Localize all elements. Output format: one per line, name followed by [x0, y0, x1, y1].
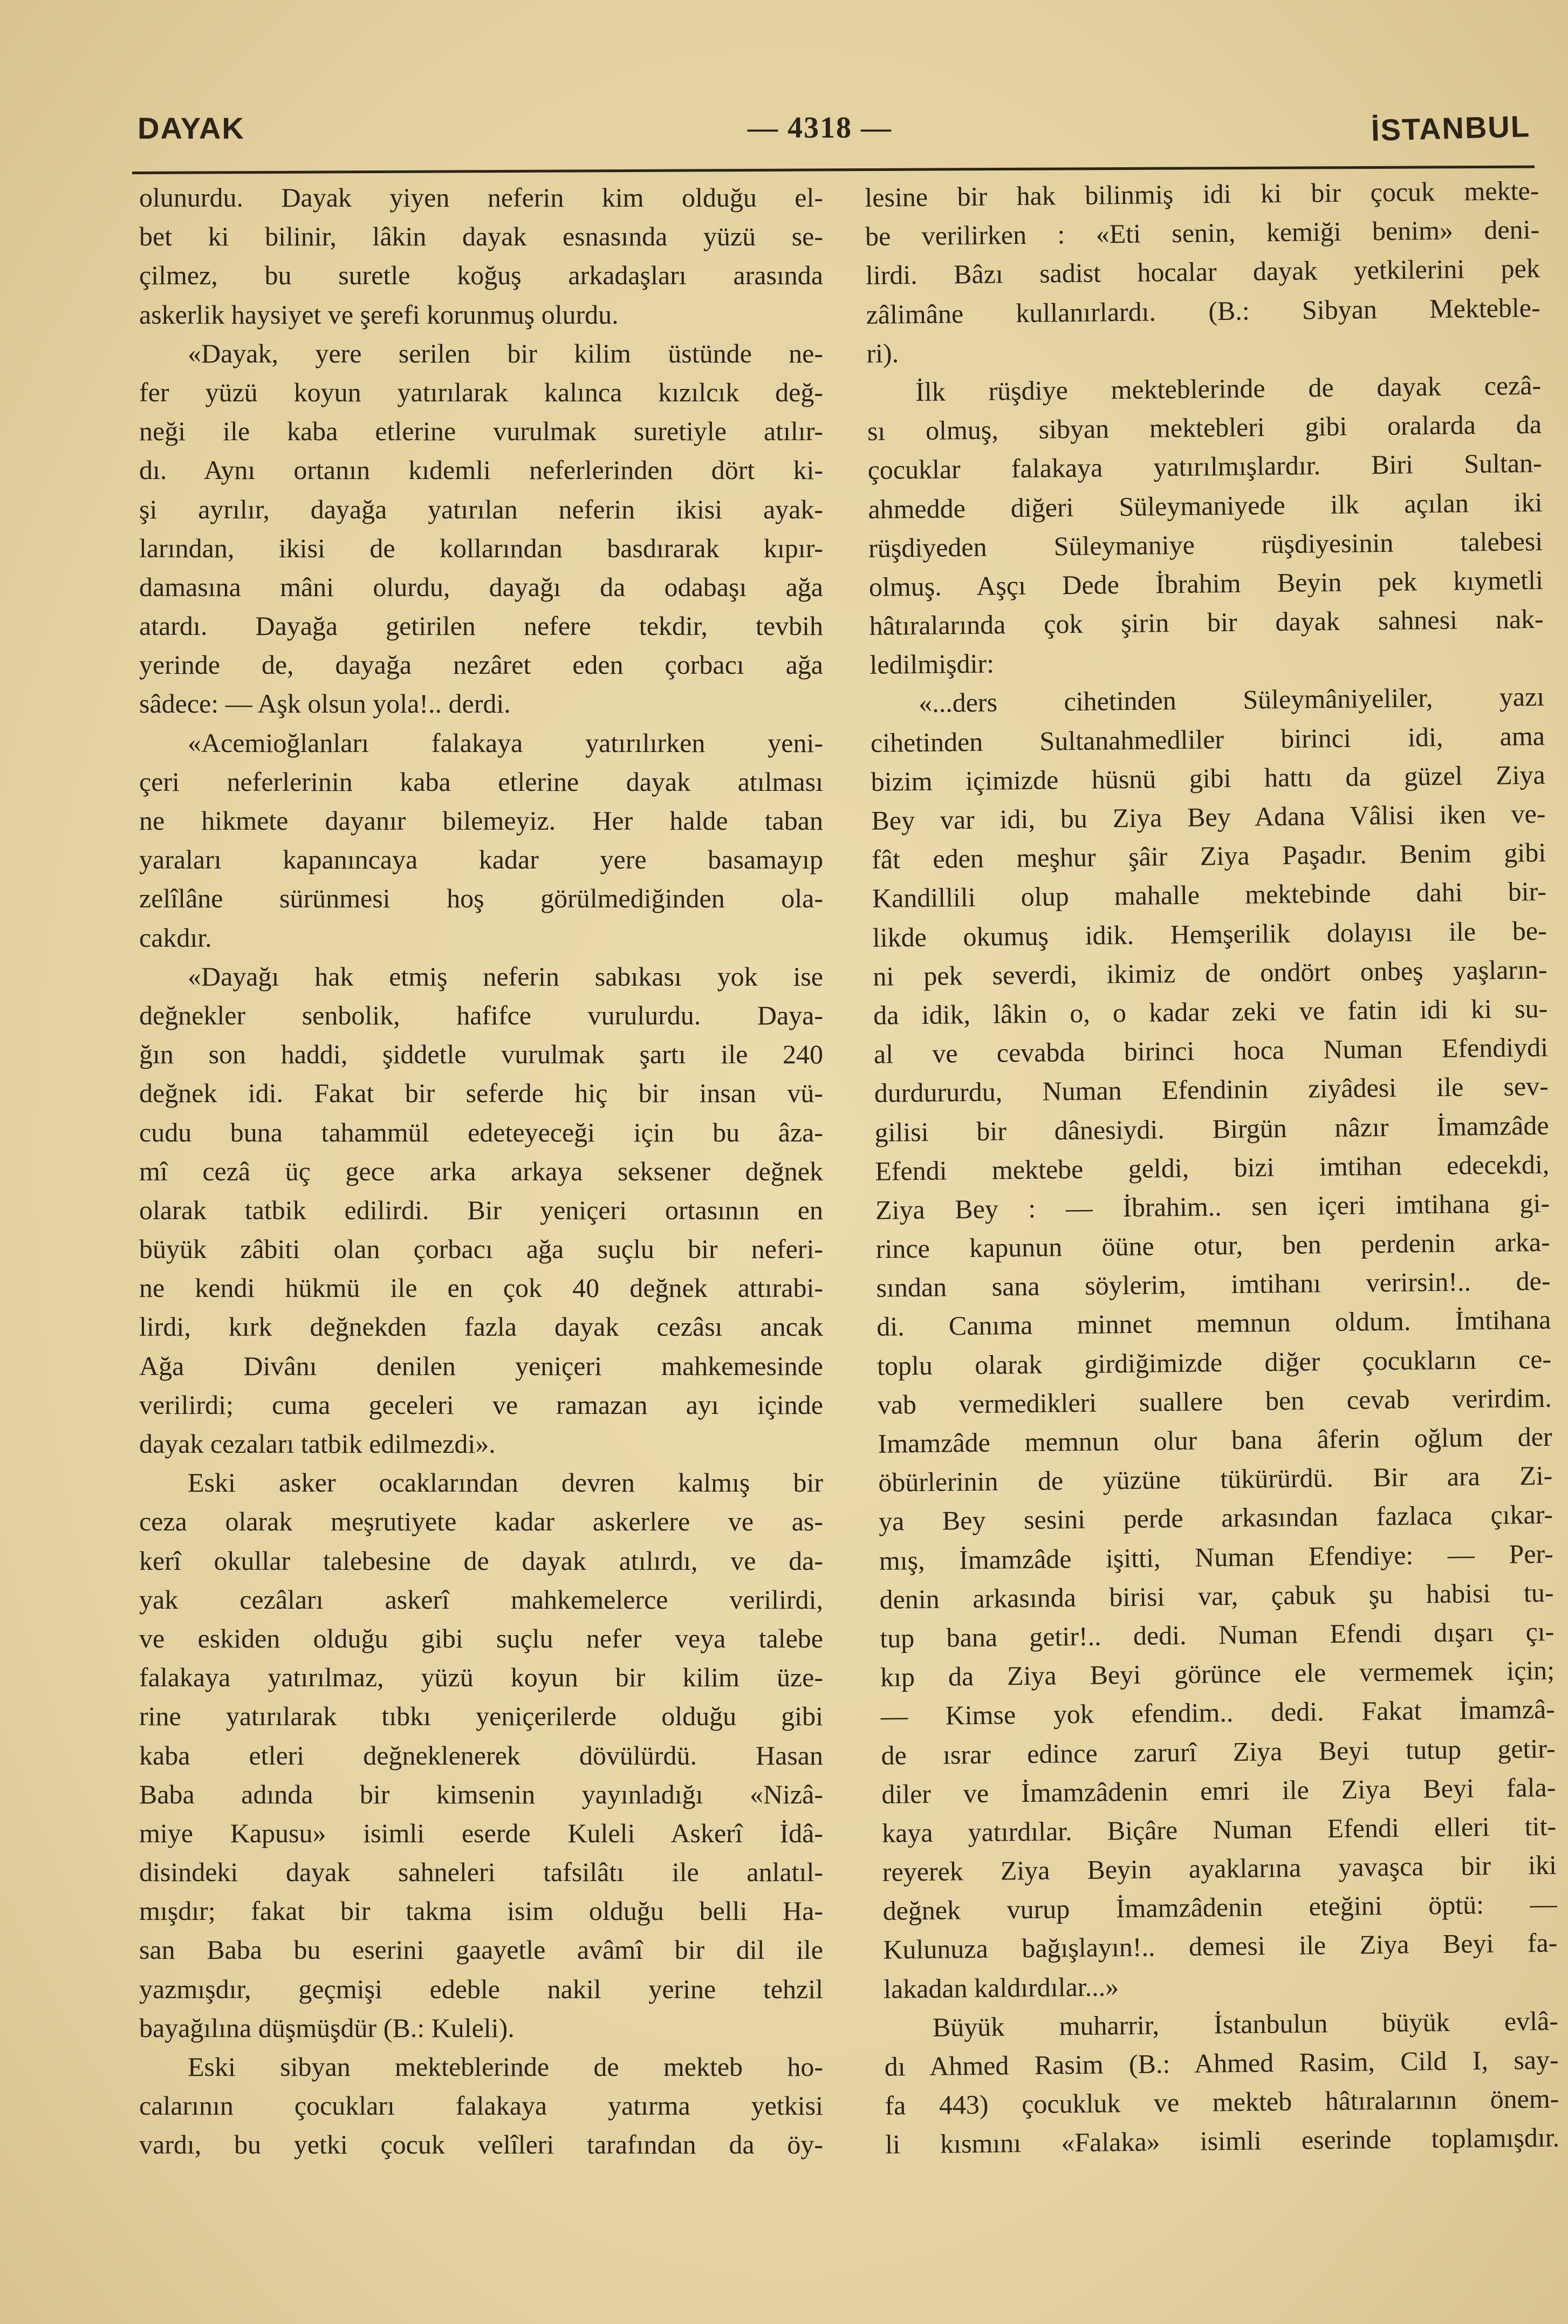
text-line: Efendi mektebe geldi, bizi imtihan edecekdi, [874, 1149, 1550, 1186]
text-line: da idik, lâkin o, o kadar zeki ve fatin idi ki su- [873, 993, 1548, 1030]
paragraph [865, 171, 1541, 373]
text-line: atardı. Dayağa getirilen nefere tekdir, tevbih [139, 611, 823, 641]
text-line: likde okumuş idik. Hemşerilik dolayısı ile be- [872, 915, 1547, 953]
text-line: kaya yatırdılar. Biçâre Numan Efendi elleri tit- [881, 1810, 1557, 1848]
text-line: fât eden meşhur şâir Ziya Paşadır. Benim gibi [871, 837, 1546, 875]
text-line: rince kapunun öüne otur, ben perdenin arka- [875, 1226, 1551, 1264]
text-line: vardı, bu yetki çocuk velîleri tarafından da öy- [139, 2129, 823, 2160]
text-line: olmuş. Aşçı Dede İbrahim Beyin pek kıymetli [868, 564, 1544, 602]
paragraph [139, 334, 823, 723]
text-line: öbürlerinin de yüzüne tükürürdü. Bir ara Zi- [878, 1460, 1553, 1498]
page-number: — 4318 — [748, 111, 892, 145]
text-line: askerlik haysiyet ve şerefi korunmuş olurdu. [139, 299, 619, 330]
text-line: ri). [866, 338, 899, 368]
text-line: sından sana söylerim, imtihanı verirsin!.. de- [876, 1266, 1551, 1303]
text-line: Eski sibyan mekteblerinde de mekteb ho- [188, 2052, 823, 2082]
text-line: İlk rüşdiye mekteblerinde de dayak cezâ- [915, 370, 1542, 407]
text-line: Kulunuza bağışlayın!.. demesi ile Ziya Beyi fa- [883, 1927, 1558, 1965]
text-line: çeri neferlerinin kaba etlerine dayak atılması [139, 766, 823, 797]
text-line: ve eskiden olduğu gibi suçlu nefer veya talebe [139, 1623, 823, 1653]
text-line: kıp da Ziya Beyi görünce ele vermemek için; [880, 1655, 1555, 1692]
text-line: mış, İmamzâde işitti, Numan Efendiye: — Per- [879, 1538, 1554, 1576]
text-line: durdururdu, Numan Efendinin ziyâdesi ile sev- [874, 1071, 1549, 1109]
text-line: gilisi bir dânesiydi. Birgün nâzır İmamzâde [874, 1110, 1549, 1147]
text-line: kaba etleri değneklenerek dövülürdü. Hasan [139, 1740, 823, 1771]
text-line: ne kendi hükmü ile en çok 40 değnek attırabi- [139, 1273, 823, 1303]
text-line: lirdi, kırk değnekden fazla dayak cezâsı ancak [139, 1311, 823, 1342]
text-line: yerinde de, dayağa nezâret eden çorbacı ağa [139, 650, 823, 680]
text-line: be verilirken : «Eti senin, kemiği benim» deni- [865, 214, 1540, 252]
text-line: ceza olarak meşrutiyete kadar askerlere ve as- [139, 1506, 823, 1537]
text-line: yak cezâları askerî mahkemelerce verilirdi, [139, 1584, 823, 1615]
text-column-left [139, 178, 823, 2164]
text-line: ne hikmete dayanır bilemeyiz. Her halde taban [139, 805, 823, 836]
text-line: değnek idi. Fakat bir seferde hiç bir insan vü- [139, 1078, 823, 1109]
text-line: olunurdu. Dayak yiyen neferin kim olduğu el- [139, 182, 823, 213]
text-line: rine yatırılarak tıbkı yeniçerilerde olduğu gibi [139, 1701, 823, 1732]
text-line: lakadan kaldırdılar...» [883, 1971, 1119, 2004]
text-line: dı Ahmed Rasim (B.: Ahmed Rasim, Cild I, say- [884, 2044, 1559, 2082]
text-line: fa 443) çocukluk ve mekteb hâtıralarının önem- [885, 2083, 1559, 2121]
text-line: zelîlâne sürünmesi hoş görülmediğinden ola- [139, 883, 823, 914]
paragraph [884, 2001, 1560, 2164]
text-line: cudu buna tahammül edeteyeceği için bu âza- [139, 1117, 823, 1147]
running-header-title: DAYAK [138, 111, 245, 145]
text-line: Eski asker ocaklarından devren kalmış bir [188, 1467, 823, 1498]
text-line: «Dayağı hak etmiş neferin sabıkası yok ise [188, 961, 823, 992]
text-line: Kandillili olup mahalle mektebinde dahi bir- [872, 876, 1547, 914]
text-line: «Acemioğlanları falakaya yatırılırken yeni- [188, 727, 823, 758]
text-line: san Baba bu eserini gaayetle avâmî bir dil ile [139, 1935, 823, 1965]
text-line: olarak tatbik edilirdi. Bir yeniçeri ortasının en [139, 1194, 823, 1225]
text-line: vab vermedikleri suallere ben cevab verirdim. [877, 1382, 1552, 1420]
text-line: calarının çocukları falakaya yatırma yetkisi [139, 2090, 823, 2121]
text-line: Imamzâde memnun olur bana âferin oğlum der [878, 1421, 1552, 1459]
paragraph [870, 677, 1558, 2008]
text-line: toplu olarak girdiğimizde diğer çocukların ce- [877, 1343, 1552, 1381]
text-line: dı. Aynı ortanın kıdemli neferlerinden dört ki- [139, 455, 823, 486]
text-line: disindeki dayak sahneleri tafsilâtı ile anlatıl- [139, 1857, 823, 1888]
text-line: — Kimse yok efendim.. dedi. Fakat İmamzâ- [880, 1694, 1556, 1732]
text-line: al ve cevabda birinci hoca Numan Efendiydi [873, 1031, 1549, 1070]
text-line: değnekler senbolik, hafifce vurulurdu. Daya- [139, 1000, 823, 1030]
text-line: zâlimâne kullanırlardı. (B.: Sibyan Mekteble- [866, 292, 1540, 330]
text-line: ahmedde diğeri Süleymaniyede ilk açılan iki [868, 487, 1543, 524]
text-line: verilirdi; cuma geceleri ve ramazan ayı içinde [139, 1389, 823, 1420]
text-line: Bey var idi, bu Ziya Bey Adana Vâlisi iken ve- [871, 798, 1546, 836]
text-line: Baba adında bir kimsenin yayınladığı «Nizâ- [139, 1779, 823, 1809]
text-line: dayak cezaları tatbik edilmezdi». [139, 1428, 496, 1459]
paragraph [139, 2047, 823, 2164]
text-line: hâtıralarında çok şirin bir dayak sahnesi nak- [869, 603, 1544, 641]
text-line: sâdece: — Aşk olsun yola!.. derdi. [139, 688, 511, 719]
text-line: «Dayak, yere serilen bir kilim üstünde ne- [188, 338, 823, 368]
paragraph [139, 723, 823, 957]
text-line: denin arkasında birisi var, çabuk şu habisi tu- [879, 1577, 1554, 1615]
text-line: bizim içimizde hüsnü gibi hattı da güzel Ziya [871, 759, 1545, 797]
text-line: cakdır. [139, 922, 212, 953]
text-line: bet ki bilinir, lâkin dayak esnasında yüzü se- [139, 221, 823, 252]
text-line: şi ayrılır, dayağa yatırılan neferin ikisi ayak- [139, 494, 823, 524]
text-line: de ısrar edince zarurî Ziya Beyi tutup getir- [881, 1733, 1556, 1771]
text-line: Ağa Divânı denilen yeniçeri mahkemesinde [139, 1350, 823, 1381]
text-line: cihetinden Sultanahmedliler birinci idi, ama [870, 720, 1545, 758]
text-line: ğın son haddi, şiddetle vurulmak şartı ile 240 [139, 1039, 823, 1070]
text-line: yaraları kapanıncaya kadar yere basamayıp [139, 844, 823, 875]
text-line: «...ders cihetinden Süleymâniyeliler, yazı [918, 681, 1545, 719]
text-line: kerî okullar talebesine de dayak atılırdı, ve da- [139, 1545, 823, 1576]
text-line: miye Kapusu» isimli eserde Kuleli Askerî İdâ- [139, 1817, 823, 1848]
text-column-right [865, 171, 1559, 2164]
text-line: larından, ikisi de kollarından basdırarak kıpır- [139, 532, 823, 563]
text-line: falakaya yatırılmaz, yüzü koyun bir kilim üze- [139, 1662, 823, 1693]
text-line: lesine bir hak bilinmiş idi ki bir çocuk mekte- [865, 175, 1539, 213]
text-line: mî cezâ üç gece arka arkaya seksener değnek [139, 1156, 823, 1186]
text-line: büyük zâbiti olan çorbacı ağa suçlu bir neferi- [139, 1234, 823, 1264]
text-line: bayağılına düşmüşdür (B.: Kuleli). [139, 2012, 515, 2043]
text-line: lirdi. Bâzı sadist hocalar dayak yetkilerini pek [865, 253, 1540, 291]
text-line: sı olmuş, sibyan mektebleri gibi oralarda da [867, 409, 1542, 447]
text-line: değnek vurup İmamzâdenin eteğini öptü: — [882, 1888, 1557, 1926]
text-line: çilmez, bu suretle koğuş arkadaşları arasında [139, 260, 823, 291]
text-line: ledilmişdir: [869, 648, 995, 680]
text-line: fer yüzü koyun yatırılarak kalınca kızılcık değ- [139, 377, 823, 407]
text-line: diler ve İmamzâdenin emri ile Ziya Beyi fala- [881, 1772, 1556, 1809]
text-line: tup bana getir!.. dedi. Numan Efendi dışarı çı- [880, 1616, 1555, 1653]
text-line: reyerek Ziya Beyin ayaklarına yavaşca bir iki [882, 1849, 1557, 1887]
paragraph [867, 366, 1544, 685]
text-line: di. Canıma minnet memnun oldum. İmtihana [877, 1304, 1551, 1342]
paragraph [139, 957, 823, 1463]
paragraph [139, 178, 823, 334]
text-line: çocuklar falakaya yatırılmışlardır. Biri Sultan- [867, 448, 1542, 486]
text-line: ya Bey sesini perde arkasından fazlaca çıkar- [878, 1499, 1553, 1537]
text-line: Büyük muharrir, İstanbulun büyük evlâ- [932, 2005, 1559, 2042]
paragraph [139, 1463, 823, 2047]
text-line: damasına mâni olurdu, dayağı da odabaşı ağa [139, 571, 823, 602]
text-line: rüşdiyeden Süleymaniye rüşdiyesinin talebesi [868, 525, 1543, 563]
text-line: ni pek severdi, ikimiz de ondört onbeş yaşların- [873, 954, 1548, 992]
text-line: li kısmını «Falaka» isimli eserinde toplamışdır. [885, 2122, 1560, 2160]
running-header-section: İSTANBUL [1371, 109, 1531, 147]
text-line: Ziya Bey : — İbrahim.. sen içeri imtihana gi- [875, 1187, 1550, 1225]
text-line: neği ile kaba etlerine vurulmak suretiyle atılır- [139, 416, 823, 447]
text-line: yazmışdır, geçmişi edeble nakil yerine tehzil [139, 1973, 823, 2004]
text-line: mışdır; fakat bir takma isim olduğu belli Ha- [139, 1896, 823, 1926]
